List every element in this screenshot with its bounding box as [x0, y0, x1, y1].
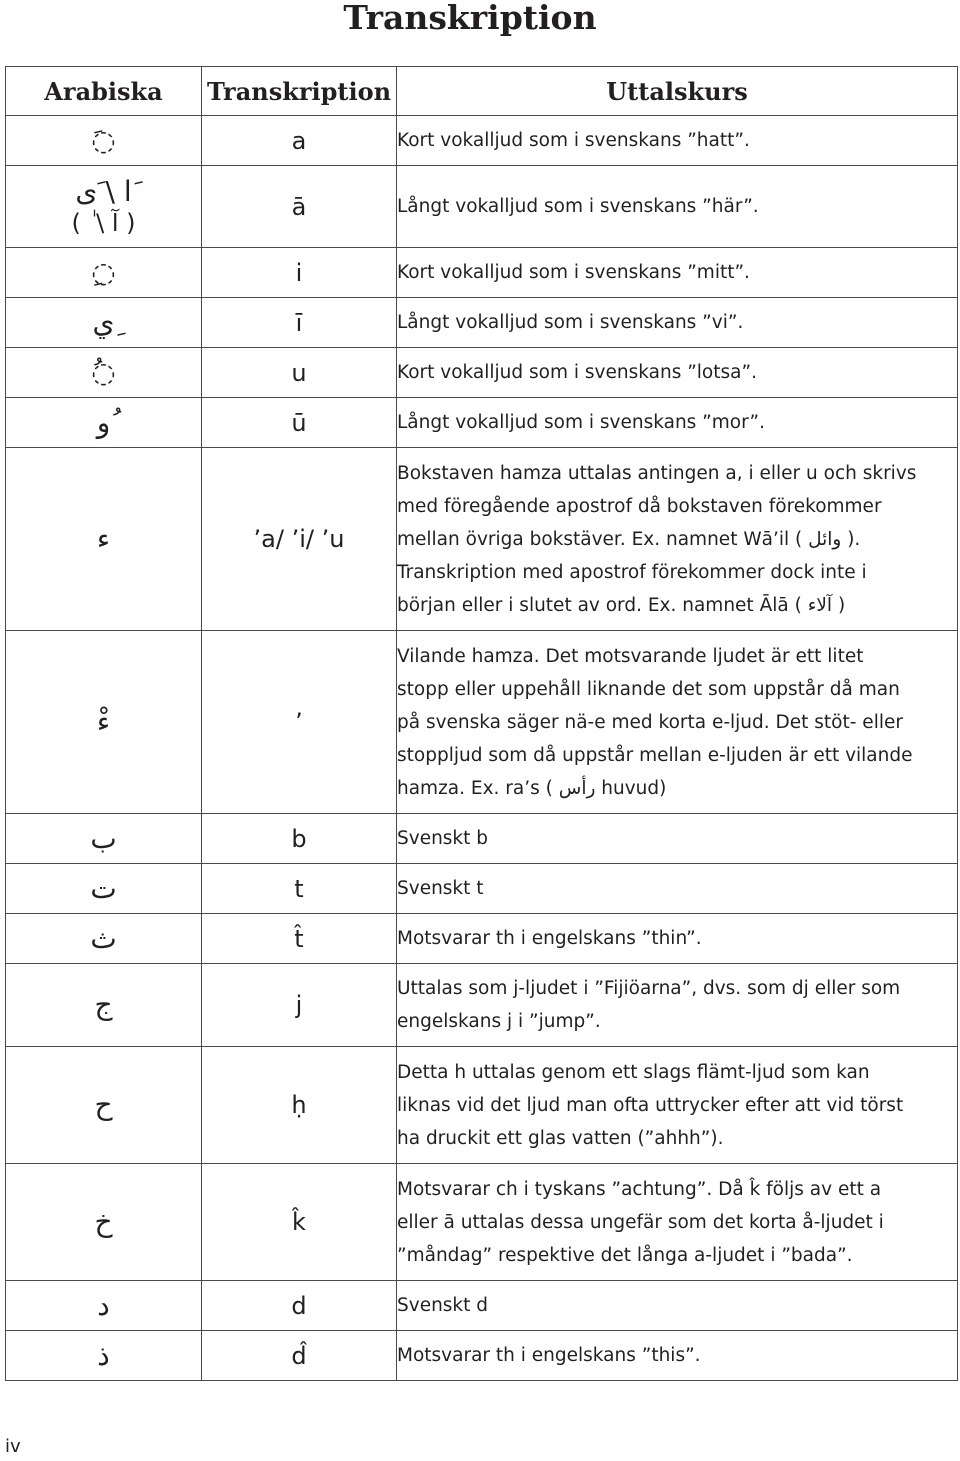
- description-cell: [397, 248, 958, 298]
- description-line: stopp eller uppehåll liknande det som uppstår då man: [397, 678, 900, 700]
- arabic-letter: ج: [94, 988, 113, 1022]
- arabic-letter: ءْ: [96, 705, 111, 739]
- page-title: Transkription: [343, 0, 597, 37]
- arabic-letter: ◌ُ: [91, 355, 116, 389]
- table-row: [6, 248, 958, 298]
- header-arabic: Arabiska: [6, 67, 202, 116]
- transcription-cell: ḥ: [202, 1047, 397, 1164]
- arabic-cell: [6, 248, 202, 298]
- table-row: [6, 914, 958, 964]
- arabic-cell: [6, 166, 202, 248]
- description-cell: [397, 298, 958, 348]
- arabic-letter: َا \ َى: [75, 175, 132, 209]
- arabic-letter: د: [97, 1288, 110, 1322]
- description-line: Uttalas som j-ljudet i ”Fijiöarna”, dvs. som dj eller som: [397, 978, 901, 999]
- transcription-cell: d: [202, 1281, 397, 1331]
- description-line: Svenskt t: [397, 878, 484, 899]
- description-line: mellan övriga bokstäver. Ex. namnet Wā’il ( وائل ).: [397, 528, 861, 550]
- transcription-table: [5, 66, 958, 1381]
- arabic-letter-alt: ( آ \ ٰ ): [71, 208, 136, 237]
- description-line: Motsvarar th i engelskans ”this”.: [397, 1345, 701, 1366]
- arabic-letter: ب: [90, 821, 117, 855]
- arabic-cell: [6, 448, 202, 631]
- table-row: [6, 1047, 958, 1164]
- table-row: [6, 398, 958, 448]
- transcription-cell: j: [202, 964, 397, 1047]
- arabic-letter: ذ: [97, 1338, 110, 1372]
- description-line: stoppljud som då uppstår mellan e-ljuden är ett vilande: [397, 744, 913, 766]
- description-line: ”måndag” respektive det långa a-ljudet i ”bada”.: [397, 1244, 853, 1266]
- table-row: [6, 631, 958, 814]
- transcription-cell: d̂: [202, 1331, 397, 1381]
- arabic-cell: [6, 116, 202, 166]
- description-line: Vilande hamza. Det motsvarande ljudet är ett litet: [397, 645, 864, 667]
- description-line: Långt vokalljud som i svenskans ”vi”.: [397, 312, 744, 333]
- arabic-cell: [6, 864, 202, 914]
- table-row: [6, 166, 958, 248]
- description-cell: [397, 814, 958, 864]
- arabic-letter: ِي: [92, 305, 115, 339]
- table-row: [6, 298, 958, 348]
- description-line: eller ā uttalas dessa ungefär som det korta å-ljudet i: [397, 1211, 884, 1233]
- arabic-letter: ◌َ: [91, 123, 116, 157]
- arabic-cell: [6, 1331, 202, 1381]
- description-line: ha druckit ett glas vatten (”ahhh”).: [397, 1127, 724, 1149]
- arabic-cell: [6, 964, 202, 1047]
- table-row: [6, 814, 958, 864]
- description-cell: [397, 1047, 958, 1164]
- arabic-letter: ت: [90, 871, 117, 905]
- description-line: på svenska säger nä-e med korta e-ljud. Det stöt- eller: [397, 711, 903, 733]
- description-line: med föregående apostrof då bokstaven förekommer: [397, 495, 882, 517]
- description-cell: [397, 964, 958, 1047]
- transcription-cell: ’a/ ’i/ ’u: [202, 448, 397, 631]
- description-line: Transkription med apostrof förekommer dock inte i: [397, 561, 867, 583]
- description-cell: [397, 398, 958, 448]
- arabic-cell: [6, 914, 202, 964]
- page-number: iv: [5, 1436, 21, 1457]
- table-row: [6, 348, 958, 398]
- table-header-row: [6, 67, 958, 116]
- description-cell: [397, 914, 958, 964]
- description-line: liknas vid det ljud man ofta uttrycker efter att vid törst: [397, 1094, 904, 1116]
- transcription-cell: ī: [202, 298, 397, 348]
- table-row: [6, 1331, 958, 1381]
- arabic-cell: [6, 814, 202, 864]
- table-row: [6, 448, 958, 631]
- table-body: [6, 116, 958, 1381]
- transcription-cell: t̂: [202, 914, 397, 964]
- description-cell: [397, 1331, 958, 1381]
- table-row: [6, 116, 958, 166]
- arabic-cell: [6, 1047, 202, 1164]
- arabic-cell: [6, 631, 202, 814]
- description-line: Bokstaven hamza uttalas antingen a, i eller u och skrivs: [397, 462, 917, 484]
- arabic-cell: [6, 398, 202, 448]
- description-cell: [397, 864, 958, 914]
- transcription-cell: u: [202, 348, 397, 398]
- transcription-cell: ā: [202, 166, 397, 248]
- table-row: [6, 964, 958, 1047]
- description-line: Svenskt b: [397, 828, 489, 849]
- description-line: hamza. Ex. ra’s ( رأس huvud): [397, 777, 667, 799]
- table-row: [6, 864, 958, 914]
- description-line: Kort vokalljud som i svenskans ”mitt”.: [397, 262, 750, 283]
- arabic-cell: [6, 1164, 202, 1281]
- table-row: [6, 1281, 958, 1331]
- description-line: Motsvarar th i engelskans ”thin”.: [397, 928, 702, 949]
- transcription-cell: k̂: [202, 1164, 397, 1281]
- arabic-cell: [6, 1281, 202, 1331]
- description-cell: [397, 348, 958, 398]
- description-line: Kort vokalljud som i svenskans ”lotsa”.: [397, 362, 757, 383]
- description-cell: [397, 1164, 958, 1281]
- arabic-letter: ◌ِ: [91, 255, 116, 289]
- description-cell: [397, 116, 958, 166]
- description-cell: [397, 1281, 958, 1331]
- description-cell: [397, 448, 958, 631]
- arabic-cell: [6, 348, 202, 398]
- description-line: engelskans j i ”jump”.: [397, 1011, 601, 1032]
- description-line: Svenskt d: [397, 1295, 489, 1316]
- table-row: [6, 1164, 958, 1281]
- transcription-cell: ’: [202, 631, 397, 814]
- transcription-cell: i: [202, 248, 397, 298]
- header-transcription: Transkription: [202, 67, 397, 116]
- description-cell: [397, 166, 958, 248]
- description-line: Motsvarar ch i tyskans ”achtung”. Då k̂ följs av ett a: [397, 1178, 882, 1200]
- arabic-letter: ث: [90, 921, 117, 955]
- header-pronunciation: Uttalskurs: [397, 67, 958, 116]
- transcription-cell: a: [202, 116, 397, 166]
- description-cell: [397, 631, 958, 814]
- arabic-letter: خ: [94, 1205, 113, 1239]
- description-line: Detta h uttalas genom ett slags flämt-ljud som kan: [397, 1061, 870, 1083]
- arabic-letter: ُو: [96, 405, 111, 439]
- arabic-cell: [6, 298, 202, 348]
- transcription-cell: t: [202, 864, 397, 914]
- arabic-letter: ح: [94, 1088, 113, 1122]
- description-line: början eller i slutet av ord. Ex. namnet Ālā ( آلاء ): [397, 594, 846, 616]
- arabic-letter: ء: [96, 522, 111, 556]
- description-line: Långt vokalljud som i svenskans ”här”.: [397, 196, 759, 217]
- transcription-cell: ū: [202, 398, 397, 448]
- description-line: Kort vokalljud som i svenskans ”hatt”.: [397, 130, 750, 151]
- description-line: Långt vokalljud som i svenskans ”mor”.: [397, 412, 765, 433]
- transcription-cell: b: [202, 814, 397, 864]
